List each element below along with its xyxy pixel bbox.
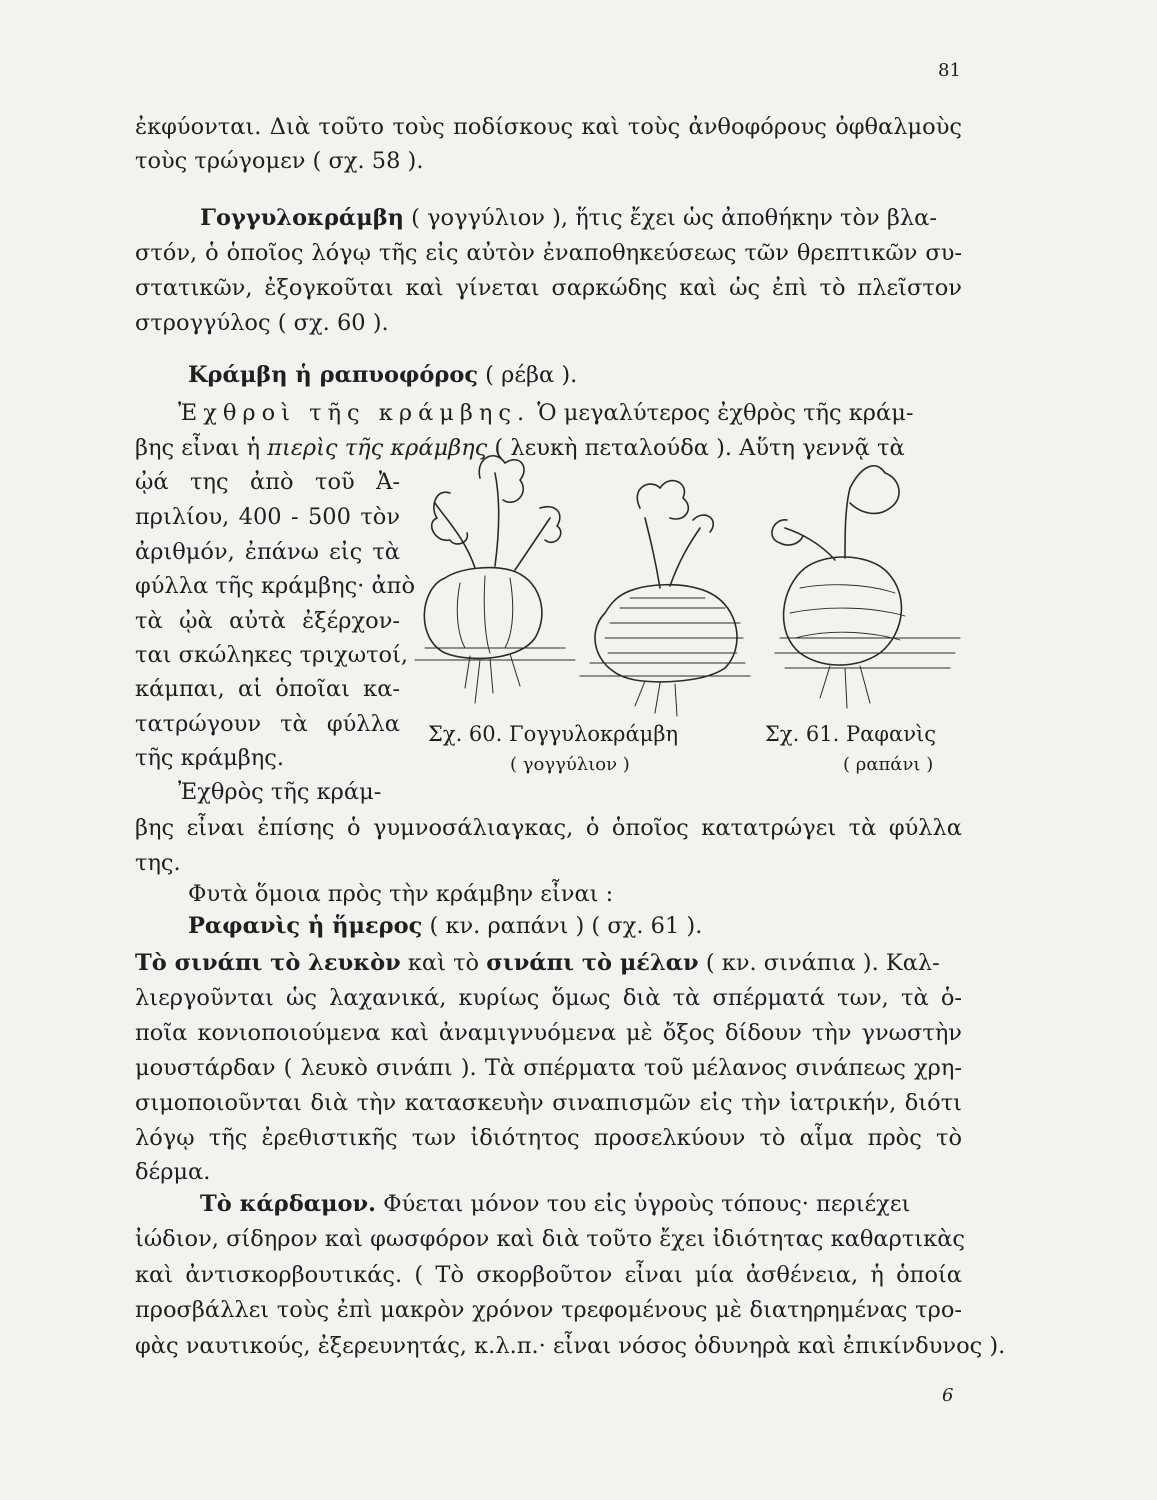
text-line-n8: τατρώγουν τὰ φύλλα <box>135 711 400 737</box>
text-line-10: βης εἶναι ἐπίσης ὁ γυμνοσάλιαγκας, ὁ ὁποῖος κατατρώγει τὰ φύλλα <box>135 815 962 841</box>
term-radish: Ραφανὶς ἡ ἥμερος <box>188 913 423 939</box>
text-span: ( κν. ραπάνι ) ( σχ. 61 ). <box>422 913 703 939</box>
page-number: 81 <box>938 60 961 81</box>
text-line-4: στόν, ὁ ὁποῖος λόγῳ τῆς εἰς αὐτὸν ἐναποθηκεύσεως τῶν θρεπτικῶν συ- <box>135 240 962 266</box>
text-span: καὶ τὸ <box>400 950 487 976</box>
term-white-mustard: Τὸ σινάπι τὸ λευκὸν <box>135 950 401 976</box>
text-line-25: φὰς ναυτικούς, ἐξερευνητάς, κ.λ.π.· εἶναι νόσος ὀδυνηρὰ καὶ ἐπικίνδυνος ). <box>135 1333 1006 1359</box>
figure-60-subcaption: ( γογγύλιον ) <box>510 754 630 775</box>
text-line-13 <box>188 911 702 941</box>
text-line-23: καὶ ἀντισκορβουτικάς. ( Τὸ σκορβοῦτον εἶναι μία ἀσθένεια, ἡ ὁποία <box>135 1262 962 1288</box>
text-line-7 <box>188 360 577 390</box>
radish-illustration <box>772 466 960 708</box>
text-line-16: ποῖα κονιοποιούμενα καὶ ἀναμιγνυόμενα μὲ ὄξος δίδουν τὴν γνωστὴν <box>135 1020 962 1046</box>
text-line-n9: τῆς κράμβης. <box>135 745 285 771</box>
text-line-n1: ᾠά της ἀπὸ τοῦ Ἀ- <box>135 469 400 495</box>
text-line-2: τοὺς τρώγομεν ( σχ. 58 ). <box>135 148 424 174</box>
figure-60-caption <box>428 722 678 746</box>
text-line-21 <box>200 1189 910 1219</box>
turnip-illustration <box>580 481 750 716</box>
caption-text: Σχ. 60. Γογγυλοκράμβη <box>428 722 679 746</box>
text-line-1: ἐκφύονται. Διὰ τοῦτο τοὺς ποδίσκους καὶ τοὺς ἀνθοφόρους ὀφθαλμοὺς <box>135 114 962 140</box>
text-line-3 <box>200 203 937 233</box>
text-line-11: της. <box>135 850 181 876</box>
text-span: ( λευκὴ πεταλούδα ). Αὕτη γεννᾷ τὰ <box>487 435 905 461</box>
text-span: ( κν. σινάπια ). Καλ- <box>698 950 940 976</box>
term-cress: Τὸ κάρδαμον. <box>200 1191 376 1217</box>
heading-enemies: Ἐχθροὶ τῆς κράμβης. <box>178 400 531 426</box>
text-line-17: μουστάρδαν ( λευκὸ σινάπι ). Τὰ σπέρματα τοῦ μέλανος σινάπεως χρη- <box>135 1055 962 1081</box>
text-line-5: στατικῶν, ἐξογκοῦται καὶ γίνεται σαρκώδης καὶ ὡς ἐπὶ τὸ πλεῖστον <box>135 275 962 301</box>
term-black-mustard: σινάπι τὸ μέλαν <box>486 950 699 976</box>
text-line-22: ἰώδιον, σίδηρον καὶ φωσφόρον καὶ διὰ τοῦτο ἔχει ἰδιότητας καθαρτικὰς <box>135 1226 965 1252</box>
text-line-18: σιμοποιοῦνται διὰ τὴν κατασκευὴν σιναπισμῶν εἰς τὴν ἰατρικήν, διότι <box>135 1090 962 1116</box>
text-line-n2: πριλίου, 400 - 500 τὸν <box>135 504 400 530</box>
figure-61-subcaption: ( ραπάνι ) <box>843 754 934 775</box>
text-span: Ὁ μεγαλύτερος ἐχθρὸς τῆς κράμ- <box>530 400 914 426</box>
text-span: ( ρέβα ). <box>478 362 578 388</box>
text-span: Φύεται μόνον του εἰς ὑγροὺς τόπους· περιέχει <box>375 1191 911 1217</box>
text-line-14 <box>135 948 940 978</box>
signature-mark: 6 <box>942 1385 954 1406</box>
text-line-n6: ται σκώληκες τριχωτοί, <box>135 642 409 668</box>
text-line-n10: Ἐχθρὸς τῆς κράμ- <box>178 779 382 805</box>
text-line-n3: ἀριθμόν, ἐπάνω εἰς τὰ <box>135 539 400 565</box>
text-line-n7: κάμπαι, αἱ ὁποῖαι κα- <box>135 676 400 702</box>
kohlrabi-illustration <box>415 456 575 703</box>
term-rapeseed-cabbage: Κράμβη ἡ ραπυοφόρος <box>188 362 479 388</box>
text-line-8 <box>178 398 913 428</box>
text-line-19: λόγῳ τῆς ἐρεθιστικῆς των ἰδιότητος προσελκύουν τὸ αἷμα πρὸς τὸ <box>135 1125 962 1151</box>
term-pieris: πιερὶς τῆς κράμβης <box>267 435 488 461</box>
text-line-15: λιεργοῦνται ὡς λαχανικά, κυρίως ὅμως διὰ τὰ σπέρματά των, τὰ ὁ- <box>135 985 962 1011</box>
text-line-24: προσβάλλει τοὺς ἐπὶ μακρὸν χρόνον τρεφομένους μὲ διατηρημένας τρο- <box>135 1297 962 1323</box>
figure-illustrations <box>405 448 965 723</box>
text-line-12: Φυτὰ ὅμοια πρὸς τὴν κράμβην εἶναι : <box>188 881 614 907</box>
text-span: ( γογγύλιον ), ἥτις ἔχει ὡς ἀποθήκην τὸν βλα- <box>404 205 937 231</box>
text-line-n4: φύλλα τῆς κράμβης· ἀπὸ <box>135 573 416 599</box>
caption-text: Σχ. 61. Ραφανὶς <box>765 722 936 746</box>
figure-61-caption <box>765 722 936 746</box>
text-line-20: δέρμα. <box>135 1159 211 1185</box>
text-span: βης εἶναι ἡ <box>135 435 268 461</box>
term-kohlrabi: Γογγυλοκράμβη <box>200 205 404 231</box>
text-line-6: στρογγύλος ( σχ. 60 ). <box>135 310 389 336</box>
text-line-n5: τὰ ᾠὰ αὐτὰ ἐξέρχον- <box>135 608 400 634</box>
